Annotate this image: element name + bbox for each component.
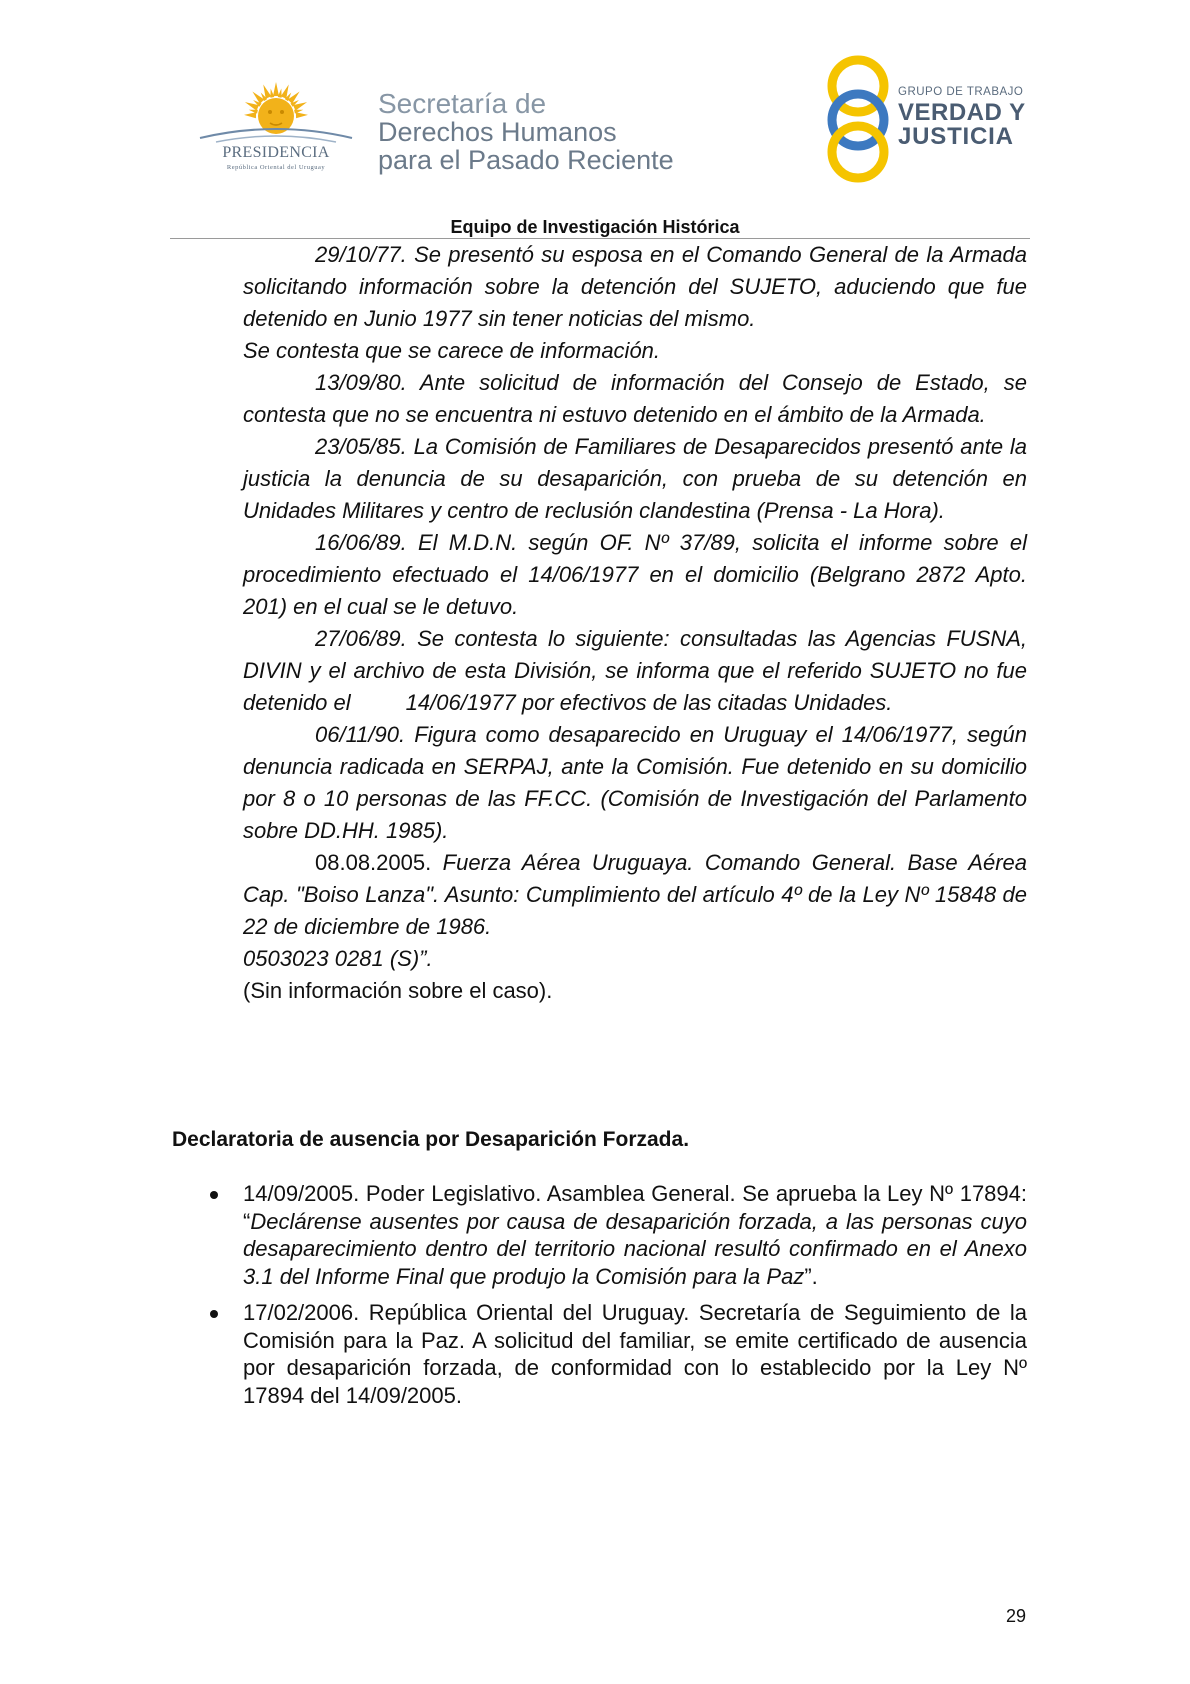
entry-paragraph: 0503023 0281 (S)”. [243, 946, 433, 971]
secretaria-line-2: Derechos Humanos [378, 117, 617, 147]
verdad-label: VERDAD Y [898, 99, 1026, 126]
list-item: 17/02/2006. República Oriental del Uruguay. Secretaría de Seguimiento de la Comisión para la Paz. A solicitud del familiar, se emite certificado de ausencia por desaparición forzada, de conformidad con lo establecido por la Ley Nº 17894 del 14/09/2005. [243, 1299, 1027, 1409]
list-item: 14/09/2005. Poder Legislativo. Asamblea General. Se aprueba la Ley Nº 17894: “Declárense ausentes por causa de desaparición forzada, a las personas cuyo desaparecimiento dentro del territorio nacional resultó confirmado en el Anexo 3.1 del Informe Final que produjo la Comisión para la Paz”. [243, 1180, 1027, 1290]
presidencia-label: PRESIDENCIA [222, 144, 330, 161]
entry-paragraph: 23/05/85. La Comisión de Familiares de Desaparecidos presentó ante la justicia la denuncia de su desaparición, con prueba de su detención en Unidades Militares y centro de reclusión clandestina (Prensa - La Hora). [243, 434, 1027, 523]
justicia-label: JUSTICIA [898, 123, 1014, 150]
entry-paragraph: 06/11/90. Figura como desaparecido en Uruguay el 14/06/1977, según denuncia radicada en SERPAJ, ante la Comisión. Fue detenido en su domicilio por 8 o 10 personas de las FF.CC. (Comisión de Investigación del Parlamento sobre DD.HH. 1985). [243, 722, 1027, 843]
secretaria-line-1: Secretaría de [378, 88, 547, 119]
grupo-trabajo-label: GRUPO DE TRABAJO [898, 86, 1024, 98]
entry-paragraph: 27/06/89. Se contesta lo siguiente: consultadas las Agencias FUSNA, DIVIN y el archivo de esta División, se informa que el referido SUJETO no fue detenido el 14/06/1977 por efectivos de las citadas Unidades. [243, 626, 1027, 715]
entry-paragraph: Se contesta que se carece de información. [243, 338, 661, 363]
secretaria-title [378, 90, 674, 174]
entry-paragraph: 16/06/89. El M.D.N. según OF. Nº 37/89, solicita el informe sobre el procedimiento efectuado el 14/06/1977 en el domicilio (Belgrano 2872 Apto. 201) en el cual se le detuvo. [243, 530, 1027, 619]
bullet-icon [210, 1310, 218, 1318]
bullet-icon [210, 1191, 218, 1199]
team-title: Equipo de Investigación Histórica [450, 217, 740, 237]
entry-paragraph: 29/10/77. Se presentó su esposa en el Comando General de la Armada solicitando información sobre la detención del SUJETO, aduciendo que fue detenido en Junio 1977 sin tener noticias del mismo. [243, 242, 1027, 331]
presidencia-logo [196, 80, 356, 180]
presidencia-subtitle: República Oriental del Uruguay [226, 164, 326, 171]
entry-paragraph: 08.08.2005. Fuerza Aérea Uruguaya. Comando General. Base Aérea Cap. "Boiso Lanza". Asunto: Cumplimiento del artículo 4º de la Ley Nº 15848 de 22 de diciembre de 1986. [243, 850, 1027, 939]
entry-paragraph: (Sin información sobre el caso). [243, 978, 553, 1003]
declaratoria-list [243, 1180, 1027, 1418]
entry-paragraph: 13/09/80. Ante solicitud de información del Consejo de Estado, se contesta que no se encuentra ni estuvo detenido en el ámbito de la Armada. [243, 370, 1027, 427]
section-title: Declaratoria de ausencia por Desaparición Forzada. [172, 1128, 690, 1151]
secretaria-line-3: para el Pasado Reciente [378, 145, 674, 175]
page-number: 29 [1006, 1606, 1027, 1626]
chronology [243, 239, 1027, 1007]
sun-emblem-icon [196, 80, 356, 144]
